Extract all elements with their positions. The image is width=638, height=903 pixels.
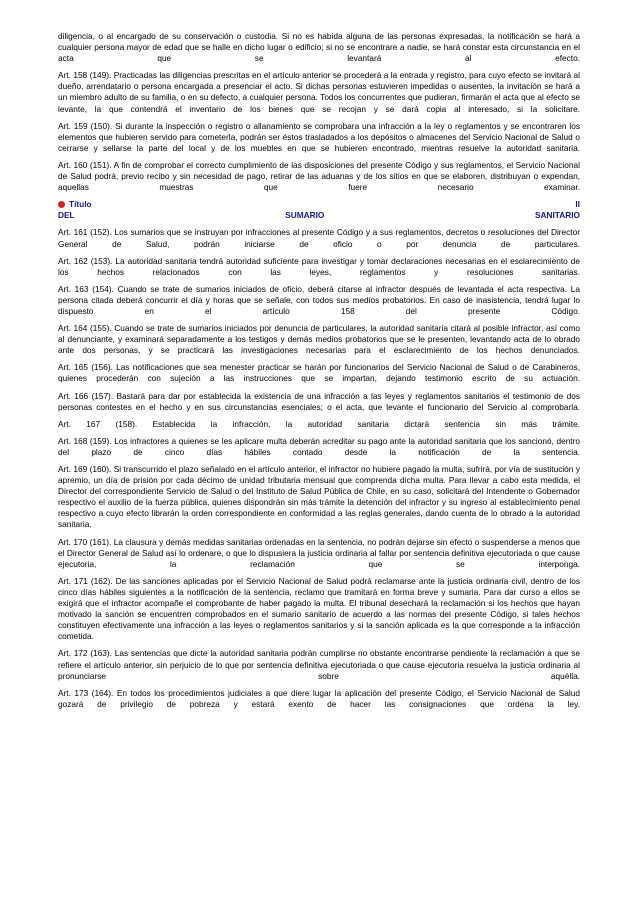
section-subtitle-center: SUMARIO (285, 210, 325, 221)
section-title-left (58, 199, 92, 210)
paragraph-art-160: Art. 160 (151). A fin de comprobar el correcto cumplimiento de las disposiciones del presente Código y sus reglamentos, el Servicio Nacional de Salud podrá, previo recibo y sin necesidad de pago, retirar de las aduanas y de los sitios en que se elaboren, distribuyan o expendan, aquellas muestras que fuere necesario examinar. (58, 159, 580, 193)
paragraph-art-165: Art. 165 (156). Las notificaciones que sea menester practicar se harán por funcionarios del Servicio Nacional de Salud o de Carabineros, quienes procederán con sujeción a las instrucciones que se impartan, dejando testimonio escrito de su actuación. (58, 362, 580, 384)
paragraph-art-173: Art. 173 (164). En todos los procedimientos judiciales a que diere lugar la aplicación del presente Código, el Servicio Nacional de Salud gozará de privilegio de pobreza y estará exento de hacer las consignaciones que ordena la ley. (58, 687, 580, 709)
paragraph-art-167: Art. 167 (158). Establecida la infracción, la autoridad sanitaria dictará sentencia sin más trámite. (58, 418, 580, 429)
paragraph-art-170: Art. 170 (161). La clausura y demás medidas sanitarias ordenadas en la sentencia, no podrán dejarse sin efecto o suspenderse a menos que el Director General de Salud así lo ordenare, o que lo dispusiera la justicia ordinaria al fallar por sentencia definitiva ejecutoriada o que cause ejecutoria, la reclamación que se interponga. (58, 536, 580, 569)
document-page (58, 31, 580, 716)
paragraph-continuation: diligencia, o al encargado de su conservación o custodia. Si no es habida alguna de las personas expresadas, la notificación se hará a cualquier persona mayor de edad que se halle en dicho lugar o edificio; si no se encontrare a nadie, se hará constar esta circunstancia en el acta que se levantará al efecto. (58, 31, 580, 64)
bullet-icon (58, 201, 65, 208)
section-title (58, 199, 580, 210)
paragraph-art-164: Art. 164 (155). Cuando se trate de sumarios iniciados por denuncia de particulares, la autoridad sanitaria citará al posible infractor, así como al denunciante, y examinará separadamente a los testigos y demás medios probatorios que se le presenten, levantando acta de lo obrado ante dos personas, y se practicará las investigaciones necesarias para el esclarecimiento de los hechos denunciados. (58, 323, 580, 356)
paragraph-art-166: Art. 166 (157). Bastará para dar por establecida la existencia de una infracción a las leyes y reglamentos sanitarios el testimonio de dos personas contestes en el hecho y en sus circunstancias esenciales; o el acta, que levante el funcionario del Servicio al comprobarla. (58, 390, 580, 412)
paragraph-art-172: Art. 172 (163). Las sentencias que dicte la autoridad sanitaria podrán cumplirse no obstante encontrarse pendiente la reclamación a que se refiere el artículo anterior, sin perjuicio de lo que por sentencia definitiva ejecutoriada o que cause ejecutoria resuelva la justicia ordinaria al pronunciarse sobre aquélla. (58, 648, 580, 681)
paragraph-art-168: Art. 168 (159). Los infractores a quienes se les aplicare multa deberán acreditar su pago ante la autoridad sanitaria que los sancionó, dentro del plazo de cinco días hábiles contado desde la notificación de la sentencia. (58, 435, 580, 457)
paragraph-art-159: Art. 159 (150). Si durante la inspección o registro o allanamiento se comprobara una infracción a la ley o reglamentos y se encontraren los elementos que hubieren servido para cometerla, podrán ser éstos trasladados a los depósitos o almacenes del Servicio Nacional de Salud o cerrarse y sellarse la parte del local y de los muebles en que se hubieren encontrado, mientras resuelve la autoridad sanitaria. (58, 120, 580, 153)
paragraph-art-163: Art. 163 (154). Cuando se trate de sumarios iniciados de oficio, deberá citarse al infractor después de levantada el acta respectiva. La persona citada deberá concurrir el día y horas que se señale, con todos sus medios probatorios. En caso de inasistencia, tendrá lugar lo dispuesto en el artículo 158 del presente Código. (58, 283, 580, 316)
paragraph-art-158: Art. 158 (149). Practicadas las diligencias prescritas en el artículo anterior se procederá a la entrada y registro, para cuyo efecto se invitará al dueño, arrendatario o persona encargada a presenciar el acto. Si dichas personas estuvieren impedidas o ausentes, la invitación se hará a un miembro adulto de su familia, o en su defecto, a cualquier persona. Todos los concurrentes que pudieran, firmarán el acta que al efecto se levante, la que contendrá el inventario de los bienes que se recojan y se dará copia al interesado, si la solicitare. (58, 70, 580, 114)
paragraph-art-169: Art. 169 (160). Si transcurrido el plazo señalado en el artículo anterior, el infractor no hubiere pagado la multa, sufrirá, por vía de sustitución y apremio, un día de prisión por cada décimo de unidad tributaria mensual que comprenda dicha multa. Para llevar a cabo esta medida, el Director del correspondiente Servicio de Salud o del Instituto de Salud Pública de Chile, en su caso, solicitará del Intendente o Gobernador respectivo el auxilio de la fuerza pública, quienes dispondrán sin más trámite la detención del infractor y su ingreso al establecimiento penal respectivo a cuyo efecto librarán la orden correspondiente en conformidad a las reglas generales, dando cuenta de lo obrado a la autoridad sanitaria. (58, 464, 580, 530)
paragraph-art-161: Art. 161 (152). Los sumarios que se instruyan por infracciones al presente Código y a sus reglamentos, decretos o resoluciones del Director General de Salud, podrán iniciarse de oficio o por denuncia de particulares. (58, 227, 580, 249)
paragraph-art-171: Art. 171 (162). De las sanciones aplicadas por el Servicio Nacional de Salud podrá reclamarse ante la justicia ordinaria civil, dentro de los cinco días hábiles siguientes a la notificación de la sentencia, reclamo que tramitará en forma breve y sumaria. Para dar curso a ellos se exigirá que el infractor acompañe el comprobante de haber pagado la multa. El tribunal desechará la reclamación si los hechos que hayan motivado la sanción se encuentren comprobados en el sumario sanitario de acuerdo a las normas del presente Código, si tales hechos constituyen efectivamente una infracción a las leyes o reglamentos sanitarios y si la sanción aplicada es la que corresponde a la infracción cometida. (58, 575, 580, 642)
section-title-label: Título (69, 199, 92, 210)
section-subtitle-del: DEL (58, 210, 75, 221)
paragraph-art-162: Art. 162 (153). La autoridad sanitaria tendrá autoridad suficiente para investigar y tomar declaraciones necesarias en el esclarecimiento de los hechos relacionados con las leyes, reglamentos y resoluciones sanitarias. (58, 255, 580, 277)
section-subtitle-right: SANITARIO (534, 210, 580, 221)
section-subtitle (58, 210, 580, 221)
section-title-number: II (575, 199, 580, 210)
